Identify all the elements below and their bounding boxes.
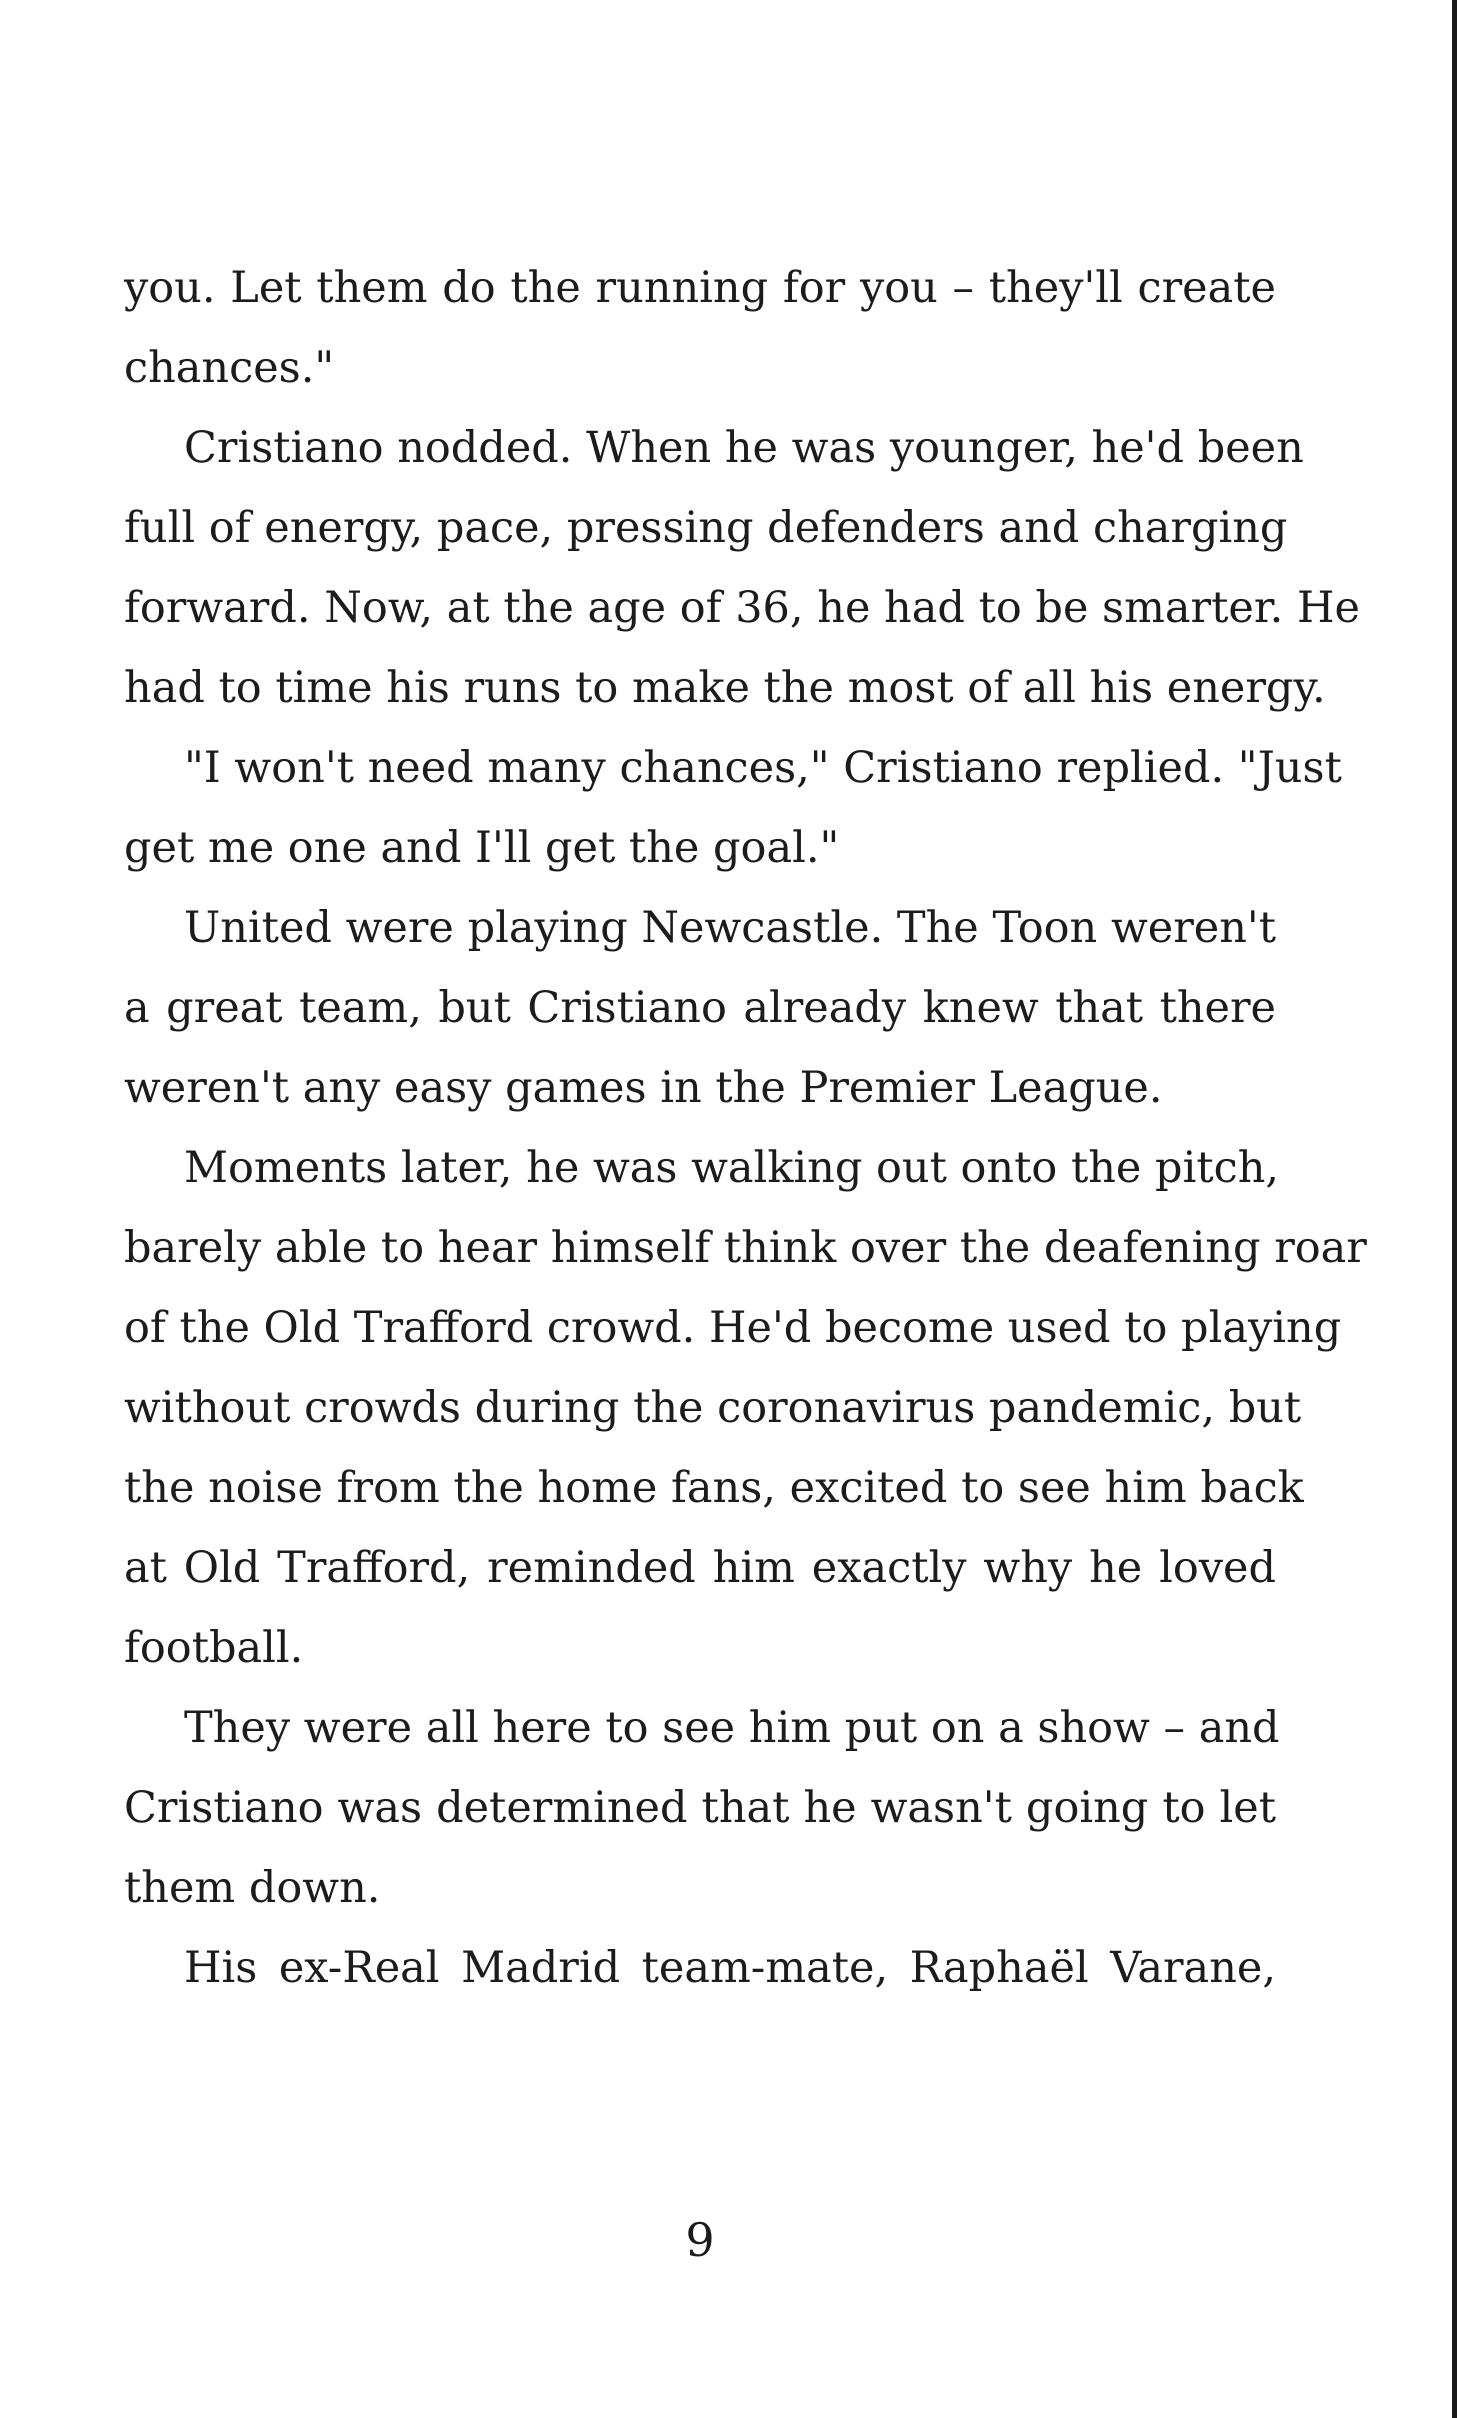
text-line: forward. Now, at the age of 36, he had to be smarter. He [124, 583, 1360, 633]
text-line: had to time his runs to make the most of all his energy. [124, 663, 1326, 713]
paragraph [124, 1128, 1367, 1688]
text-line: the noise from the home fans, excited to see him back [124, 1463, 1304, 1513]
page-number: 9 [685, 2213, 715, 2267]
text-line: at Old Trafford, reminded him exactly why he loved [124, 1543, 1276, 1593]
paragraph [124, 248, 1276, 408]
text-line: His ex-Real Madrid team-mate, Raphaël Varane, [184, 1943, 1276, 1993]
text-line: "I won't need many chances," Cristiano replied. "Just [184, 743, 1342, 793]
text-line: football. [124, 1623, 304, 1673]
page-edge [1452, 0, 1457, 2418]
text-line: of the Old Trafford crowd. He'd become used to playing [124, 1303, 1342, 1353]
text-line: get me one and I'll get the goal." [124, 823, 840, 873]
paragraph [124, 408, 1360, 728]
text-line: chances." [124, 343, 335, 393]
paragraph [124, 1928, 1276, 2008]
text-line: Cristiano was determined that he wasn't going to let [124, 1783, 1276, 1833]
text-line: Moments later, he was walking out onto the pitch, [184, 1143, 1280, 1193]
text-line: barely able to hear himself think over the deafening roar [124, 1223, 1367, 1273]
text-line: you. Let them do the running for you – they'll create [124, 263, 1276, 313]
text-line: Cristiano nodded. When he was younger, he'd been [184, 423, 1304, 473]
paragraph [124, 1688, 1280, 1928]
text-line: weren't any easy games in the Premier League. [124, 1063, 1163, 1113]
text-line: without crowds during the coronavirus pandemic, but [124, 1383, 1302, 1433]
text-line: them down. [124, 1863, 381, 1913]
body-text [124, 248, 1367, 2008]
text-line: a great team, but Cristiano already knew that there [124, 983, 1276, 1033]
paragraph [124, 888, 1276, 1128]
text-line: United were playing Newcastle. The Toon weren't [184, 903, 1276, 953]
text-line: They were all here to see him put on a show – and [184, 1703, 1280, 1753]
paragraph [124, 728, 1342, 888]
text-line: full of energy, pace, pressing defenders and charging [124, 503, 1288, 553]
